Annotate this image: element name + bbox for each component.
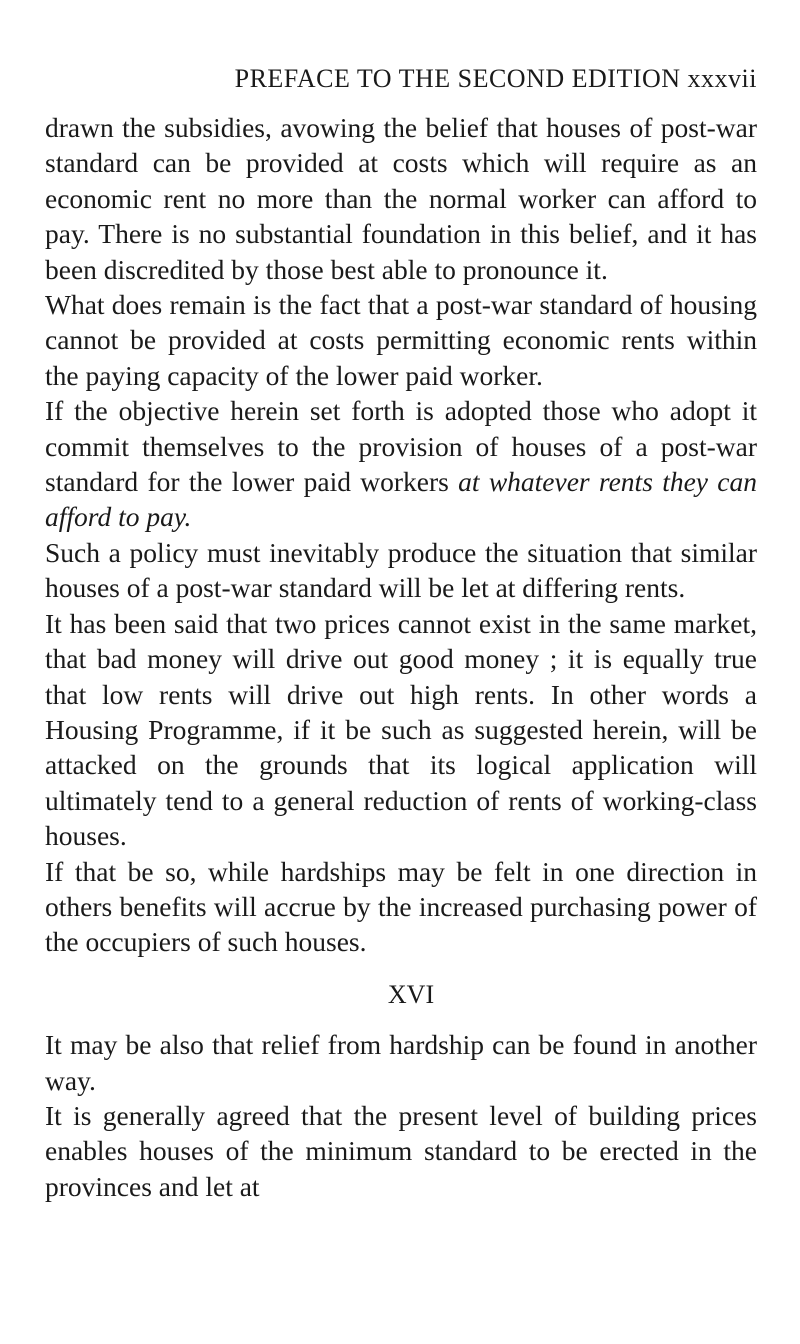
paragraph: If that be so, while hardships may be felt in one direction in others benefits will accrue by the increased purchasing power of the occupiers of such houses. <box>45 855 757 958</box>
paragraph <box>45 393 757 535</box>
section-heading: XVI <box>387 979 435 1009</box>
paragraph: Such a policy must inevitably produce the situation that similar houses of a post-war standard will be let at differing rents. <box>45 536 757 604</box>
emphasized-text: at whatever rents they can afford to pay. <box>45 466 757 533</box>
paragraph: drawn the subsidies, avowing the belief that houses of post-war standard can be provided at costs which will require as an economic rent no more than the normal worker can afford to pay. There is no substantial foundation in this belief, and it has been discredited by those best able to pronounce it. <box>45 112 757 285</box>
running-title: PREFACE TO THE SECOND EDITION <box>234 64 681 93</box>
body-text <box>45 110 757 1204</box>
paragraph: What does remain is the fact that a post-war standard of housing cannot be provided at costs permitting economic rents within the paying capacity of the lower paid worker. <box>45 289 757 391</box>
page-number: xxxvii <box>687 64 757 93</box>
paragraph: It may be also that relief from hardship can be found in another way. <box>45 1029 757 1096</box>
paragraph: It has been said that two prices cannot exist in the same market, that bad money will drive out good money ; it is equally true that low rents will drive out high rents. In other words a Housing Programme, if it be such as suggested herein, will be attacked on the grounds that its logical application will ultimately tend to a general reduction of rents of working-class houses. <box>45 607 757 852</box>
paragraph-text: If the objective herein set forth is adopted those who adopt it commit themselves to the provision of houses of a post-war standard for the lower paid workers <box>45 395 757 498</box>
paragraph: It is generally agreed that the present level of building prices enables houses of the minimum standard to be erected in the provinces and let at <box>45 1099 757 1202</box>
book-page <box>45 62 757 1204</box>
running-head <box>45 62 757 96</box>
